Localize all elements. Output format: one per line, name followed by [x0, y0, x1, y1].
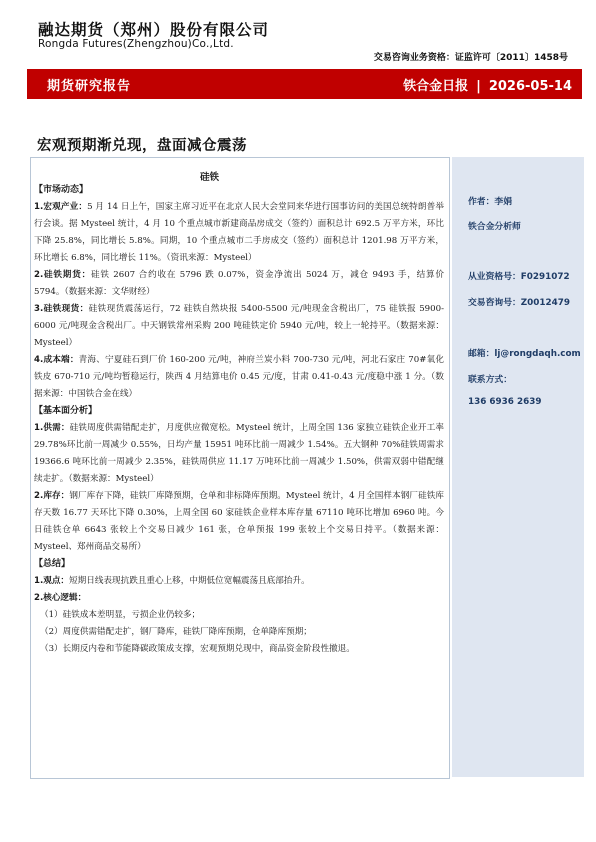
product-name: 硅铁: [200, 172, 220, 183]
company-name-cn: 融达期货（郑州）股份有限公司: [38, 21, 270, 39]
market-item-cost: [34, 352, 444, 403]
item-text: 5 月 14 日上午，国家主席习近平在北京人民大会堂同来华进行国事访问的美国总统特朗普举行会谈。据 Mysteel 统计，4 月 10 个重点城市新建商品房成交（签约）面积总计 692.5 万平方米，环比下降 25.8%，同比增长 5.8%。同期，10 个重点城市二手房成交（签约）面积总计 1201.98 万平方米，环比增长 6.8%，同比增长 11%。（资讯来源：Mysteel）: [34, 202, 444, 263]
banner-separator: |: [476, 79, 481, 94]
banner-report-type: 期货研究报告: [47, 79, 132, 94]
author-phone: 136 6936 2639: [468, 397, 542, 407]
report-banner: [27, 69, 582, 99]
logic-item: （1）硅铁成本差明显，亏损企业仍较多；: [40, 610, 201, 620]
summary-logic-label: 2.核心逻辑：: [34, 593, 87, 603]
item-label: 2.硅铁期货：: [34, 270, 91, 280]
logic-item: （3）长期反内卷和节能降碳政策成支撑，宏观预期兑现中，商品资金阶段性撤退。: [40, 644, 355, 654]
item-text: 硅铁周度供需错配走扩，月度供应微宽松。Mysteel 统计，上周全国 136 家独立硅铁企业开工率 29.78%环比前一周减少 0.55%，日均产量 15951 吨环比前一周减少 1.54%。五大钢种 70%硅铁周需求 19366.6 吨环比前一周减少 2.35%，硅铁周供应 11.17 万吨环比前一周减少 1.50%，供需双弱中错配继续走扩。（数据来源：Mysteel）: [34, 423, 444, 484]
banner-date: 2026-05-14: [488, 79, 572, 94]
consulting-number: 交易咨询号：Z0012479: [468, 298, 571, 308]
item-text: 钢厂库存下降，硅铁厂库降预期，仓单和非标降库预期。Mysteel 统计，4 月全国样本钢厂硅铁库存天数 16.77 天环比下降 0.30%，上周全国 60 家硅铁企业样本库存量 67110 吨环比增加 6960 吨。今日硅铁仓单 6643 张较上个交易日减少 161 张，仓单预报 199 张较上个交易日持平。（数据来源：Mysteel、郑州商品交易所）: [34, 491, 444, 552]
fundamental-item-supply-demand: [34, 420, 444, 488]
author-sidebar: [452, 157, 584, 777]
item-label: 1.供需：: [34, 423, 70, 433]
report-title: 宏观预期渐兑现，盘面减仓震荡: [37, 138, 247, 154]
author-role: 铁合金分析师: [468, 222, 521, 232]
section-heading-summary: 【总结】: [34, 559, 71, 569]
section-heading-market: 【市场动态】: [34, 185, 89, 195]
item-label: 1.宏观产业：: [34, 202, 88, 212]
market-item-spot: [34, 301, 444, 352]
item-text: 短期日线表现抗跌且重心上移，中期低位宽幅震荡且底部抬升。: [69, 576, 310, 586]
item-text: 硅铁现货震荡运行，72 硅铁自然块报 5400-5500 元/吨现金含税出厂，75 硅铁报 5900-6000 元/吨现金含税出厂。中天钢铁常州采购 200 吨硅铁定价 5940 元/吨，较上一轮持平。（数据来源：Mysteel）: [34, 304, 444, 348]
logic-item: （2）周度供需错配走扩，钢厂降库，硅铁厂降库预期，仓单降库预期；: [40, 627, 312, 637]
summary-view: [34, 573, 444, 590]
item-label: 2.库存：: [34, 491, 70, 501]
banner-report-info: [403, 75, 572, 94]
item-label: 1.观点：: [34, 576, 70, 586]
author-email[interactable]: 邮箱：lj@rongdaqh.com: [468, 349, 581, 359]
market-item-macro: [34, 199, 444, 267]
item-text: 青海、宁夏硅石到厂价 160-200 元/吨，神府兰炭小料 700-730 元/吨，河北石家庄 70#氧化铁皮 670-710 元/吨均暂稳运行，陕西 4 月结算电价 0.45 元/度，甘肃 0.41-0.43 元/度稳中涨 1 分。（数据来源：中国铁合金在线）: [34, 355, 444, 399]
fundamental-item-inventory: [34, 488, 444, 556]
contact-label: 联系方式：: [468, 375, 512, 385]
company-name-en: Rongda Futures(Zhengzhou)Co.,Ltd.: [38, 38, 234, 50]
license-text: 交易咨询业务资格：证监许可〔2011〕1458号: [373, 53, 568, 63]
author-name: 作者：李娟: [468, 197, 512, 207]
item-label: 3.硅铁现货：: [34, 304, 89, 314]
item-label: 4.成本端：: [34, 355, 79, 365]
report-body: [34, 182, 444, 658]
qualification-number: 从业资格号：F0291072: [468, 272, 570, 282]
section-heading-fundamental: 【基本面分析】: [34, 406, 98, 416]
market-item-futures: [34, 267, 444, 301]
banner-daily-title: 铁合金日报: [403, 79, 469, 94]
item-text: 硅铁 2607 合约收在 5796 跌 0.07%，资金净流出 5024 万，减仓 9493 手，结算价 5794。（数据来源：文华财经）: [34, 270, 445, 297]
